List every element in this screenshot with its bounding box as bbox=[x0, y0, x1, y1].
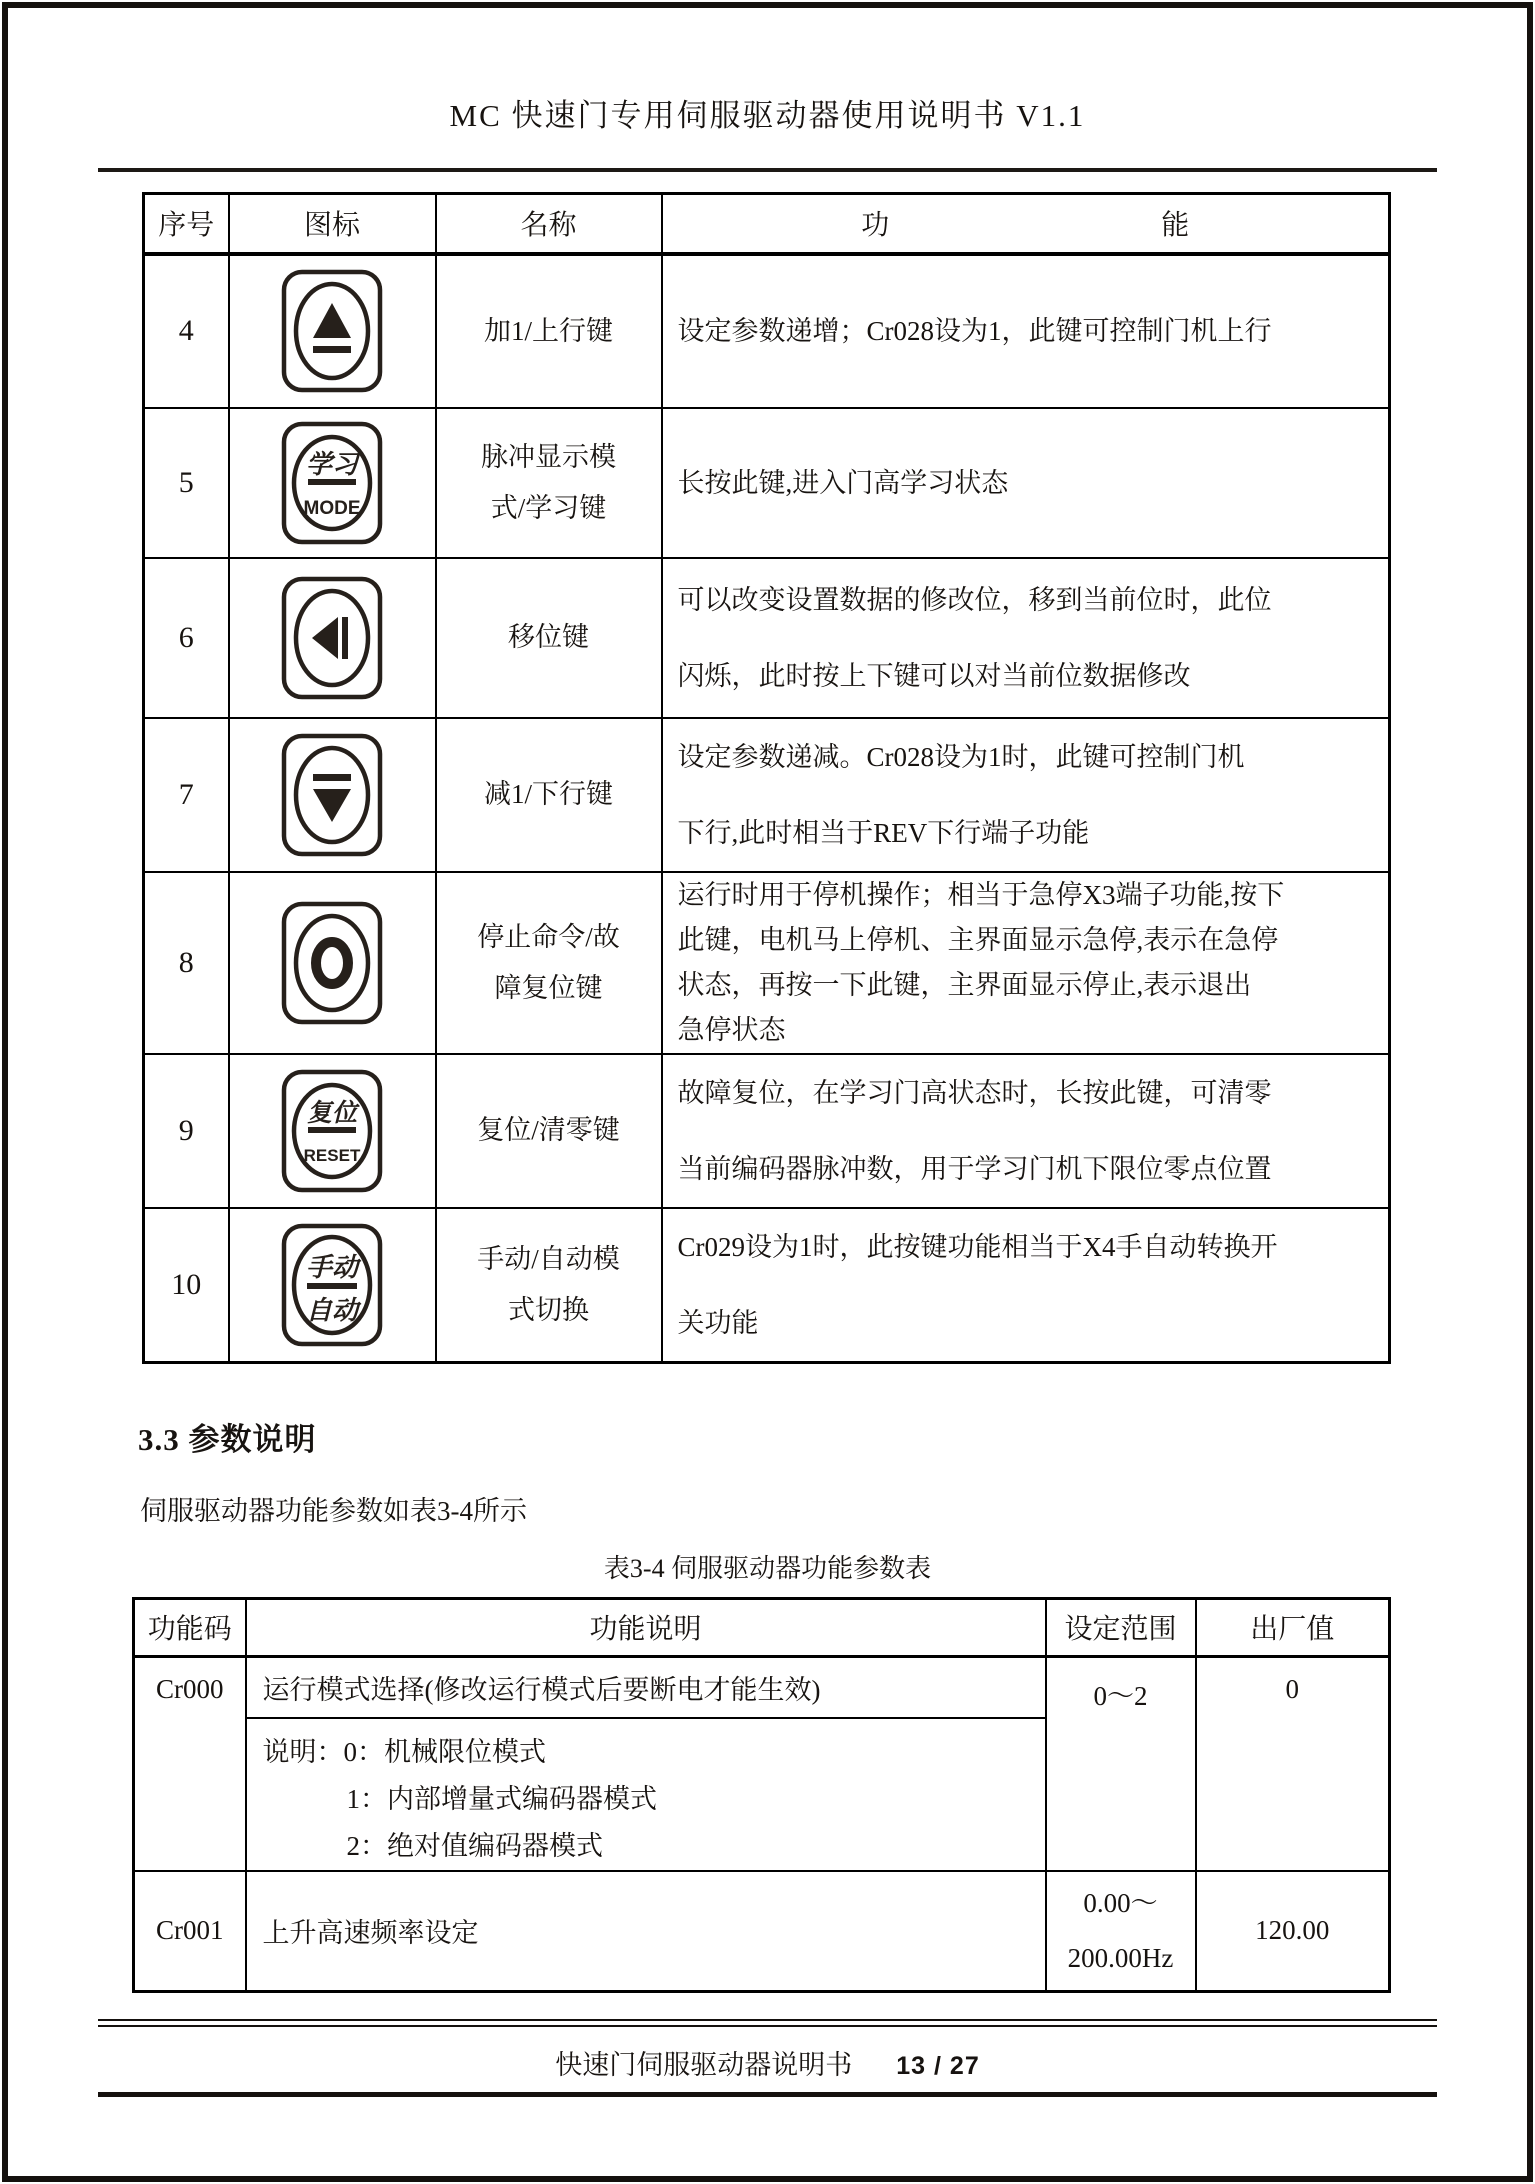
function-header-char-2: 能 bbox=[1161, 210, 1190, 242]
auto-label: 自动 bbox=[305, 1295, 359, 1325]
footer bbox=[0, 2043, 1535, 2082]
table-row bbox=[144, 872, 1390, 1054]
up-key-icon bbox=[280, 269, 384, 393]
key-name-cell: 停止命令/故 障复位键 bbox=[436, 872, 662, 1054]
key-function-cell: 设定参数递增；Cr028设为1，此键可控制门机上行 bbox=[662, 254, 1390, 408]
param-desc: 上升高速频率设定 bbox=[246, 1871, 1046, 1991]
table-row bbox=[144, 254, 1390, 408]
row-number: 4 bbox=[144, 254, 229, 408]
learn-key-top-label: 学习 bbox=[305, 449, 359, 479]
section-heading: 3.3 参数说明 bbox=[138, 1421, 317, 1457]
param-code: Cr000 bbox=[134, 1656, 246, 1871]
key-function-cell: 长按此键,进入门高学习状态 bbox=[662, 408, 1390, 558]
key-name-cell: 手动/自动模 式切换 bbox=[436, 1208, 662, 1363]
col-header-icon: 图标 bbox=[229, 194, 436, 254]
param-default: 0 bbox=[1196, 1656, 1390, 1871]
col-header-no: 序号 bbox=[144, 194, 229, 254]
icon-cell bbox=[229, 1054, 436, 1208]
param-row-cr001 bbox=[134, 1871, 1390, 1991]
key-table-header-row bbox=[144, 194, 1390, 254]
col-header-range: 设定范围 bbox=[1046, 1598, 1196, 1656]
footer-rule-bottom bbox=[98, 2092, 1437, 2097]
param-desc: 运行模式选择(修改运行模式后要断电才能生效) bbox=[246, 1656, 1046, 1718]
learn-key-bottom-label: MODE bbox=[303, 497, 361, 519]
key-name-cell: 复位/清零键 bbox=[436, 1054, 662, 1208]
row-number: 6 bbox=[144, 558, 229, 718]
table-row bbox=[144, 718, 1390, 872]
table-row bbox=[144, 1208, 1390, 1363]
param-code: Cr001 bbox=[134, 1871, 246, 1991]
icon-cell bbox=[229, 408, 436, 558]
reset-key-top-label: 复位 bbox=[306, 1099, 358, 1127]
col-header-function bbox=[662, 194, 1390, 254]
key-name-cell: 减1/下行键 bbox=[436, 718, 662, 872]
row-number: 9 bbox=[144, 1054, 229, 1208]
table-row bbox=[144, 1054, 1390, 1208]
header-rule bbox=[98, 168, 1437, 172]
table-row bbox=[144, 408, 1390, 558]
down-key-icon bbox=[280, 733, 384, 857]
manual-label: 手动 bbox=[305, 1252, 359, 1282]
icon-cell bbox=[229, 254, 436, 408]
col-header-default: 出厂值 bbox=[1196, 1598, 1390, 1656]
footer-page-indicator: 13 / 27 bbox=[896, 2051, 980, 2080]
param-range: 0.00～ 200.00Hz bbox=[1046, 1871, 1196, 1991]
row-number: 5 bbox=[144, 408, 229, 558]
table-row bbox=[144, 558, 1390, 718]
col-header-name: 名称 bbox=[436, 194, 662, 254]
stop-key-icon bbox=[280, 901, 384, 1025]
param-default: 120.00 bbox=[1196, 1871, 1390, 1991]
icon-cell bbox=[229, 1208, 436, 1363]
key-function-table bbox=[142, 192, 1391, 1364]
key-function-cell: 可以改变设置数据的修改位，移到当前位时，此位 闪烁，此时按上下键可以对当前位数据修改 bbox=[662, 558, 1390, 718]
key-name-cell: 加1/上行键 bbox=[436, 254, 662, 408]
section-intro: 伺服驱动器功能参数如表3-4所示 bbox=[140, 1495, 527, 1526]
footer-doc-name: 快速门伺服驱动器说明书 bbox=[555, 2049, 853, 2080]
key-function-cell: 设定参数递减。Cr028设为1时，此键可控制门机 下行,此时相当于REV下行端子功能 bbox=[662, 718, 1390, 872]
reset-key-bottom-label: RESET bbox=[303, 1145, 361, 1165]
key-function-cell: Cr029设为1时，此按键功能相当于X4手自动转换开 关功能 bbox=[662, 1208, 1390, 1363]
reset-key-icon bbox=[280, 1069, 384, 1193]
param-row-cr000 bbox=[134, 1656, 1390, 1718]
key-function-cell: 运行时用于停机操作；相当于急停X3端子功能,按下 此键，电机马上停机、主界面显示急停,表示在急停 状态，再按一下此键，主界面显示停止,表示退出 急停状态 bbox=[662, 872, 1390, 1054]
icon-cell bbox=[229, 718, 436, 872]
row-number: 10 bbox=[144, 1208, 229, 1363]
manual-auto-key-icon bbox=[280, 1223, 384, 1347]
col-header-desc: 功能说明 bbox=[246, 1598, 1046, 1656]
learn-mode-key-icon bbox=[280, 421, 384, 545]
parameter-table bbox=[132, 1597, 1391, 1993]
icon-cell bbox=[229, 872, 436, 1054]
shift-key-icon bbox=[280, 576, 384, 700]
icon-cell bbox=[229, 558, 436, 718]
param-range: 0～2 bbox=[1046, 1656, 1196, 1871]
param-desc-notes: 说明：0：机械限位模式 1：内部增量式编码器模式 2：绝对值编码器模式 bbox=[246, 1718, 1046, 1871]
param-table-header-row bbox=[134, 1598, 1390, 1656]
key-name-cell: 移位键 bbox=[436, 558, 662, 718]
table-caption: 表3-4 伺服驱动器功能参数表 bbox=[603, 1553, 932, 1583]
footer-rule-top bbox=[98, 2019, 1437, 2027]
document-title: MC 快速门专用伺服驱动器使用说明书 V1.1 bbox=[449, 98, 1086, 133]
col-header-code: 功能码 bbox=[134, 1598, 246, 1656]
row-number: 8 bbox=[144, 872, 229, 1054]
key-name-cell: 脉冲显示模 式/学习键 bbox=[436, 408, 662, 558]
function-header-char-1: 功 bbox=[861, 210, 890, 242]
key-function-cell: 故障复位，在学习门高状态时，长按此键，可清零 当前编码器脉冲数，用于学习门机下限位零点位置 bbox=[662, 1054, 1390, 1208]
row-number: 7 bbox=[144, 718, 229, 872]
